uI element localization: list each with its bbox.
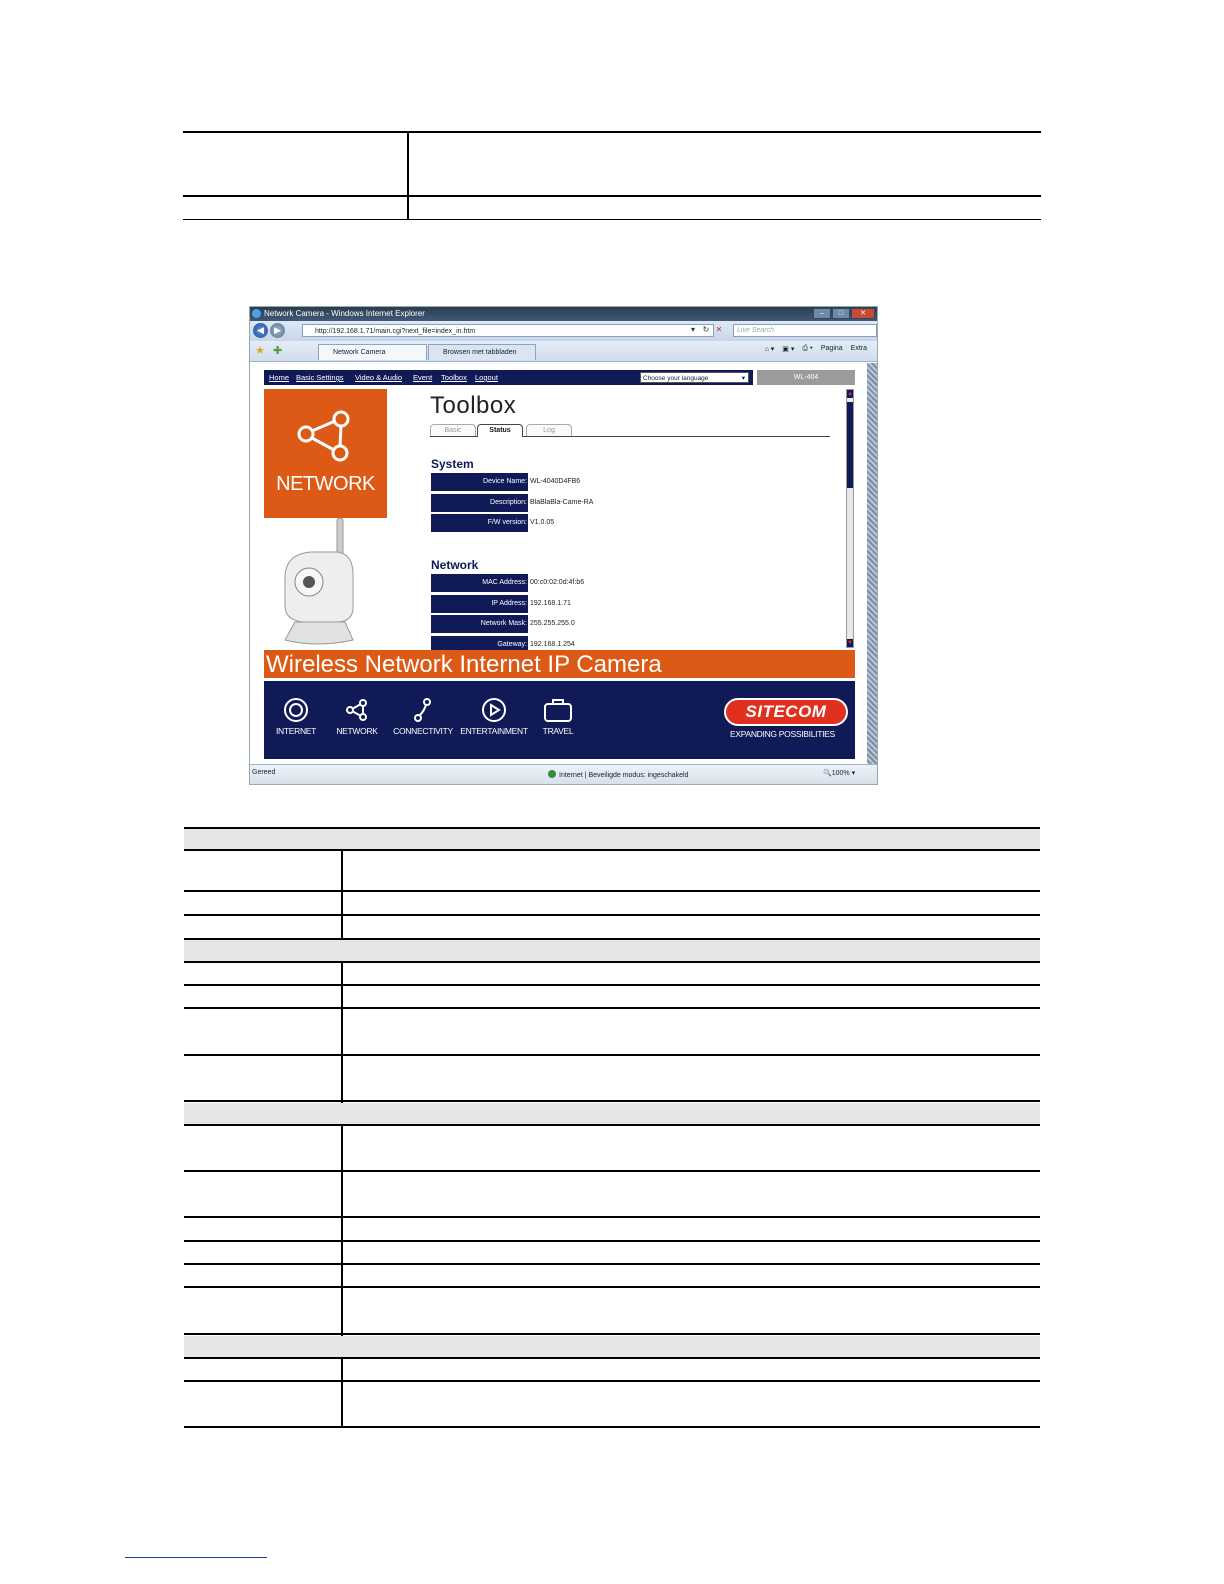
tab-log[interactable]: Log	[526, 424, 572, 436]
nav-video-audio[interactable]: Video & Audio	[355, 373, 402, 382]
print-icon[interactable]: ⎙ ▾	[802, 345, 813, 352]
tools-menu[interactable]: Extra	[850, 345, 867, 352]
status-bar	[250, 764, 877, 784]
nav-basic-settings[interactable]: Basic Settings	[296, 373, 344, 382]
field-value: 192.168.1.71	[530, 600, 571, 607]
zoom-control[interactable]: 🔍100% ▾	[823, 770, 856, 777]
system-heading: System	[431, 457, 474, 471]
play-icon	[481, 697, 507, 723]
row-rule	[184, 938, 1040, 940]
minimize-button[interactable]: –	[813, 308, 831, 319]
footer-item-travel[interactable]	[523, 697, 593, 736]
table-cell	[183, 133, 409, 195]
model-label: WL-404	[757, 370, 855, 385]
footer-label: TRAVEL	[542, 726, 574, 736]
subtab-bar	[430, 424, 830, 437]
product-banner: Wireless Network Internet IP Camera	[264, 650, 855, 678]
footer-label: INTERNET	[275, 726, 317, 736]
section-band	[184, 1336, 1040, 1358]
address-actions	[688, 324, 724, 336]
camera-nav	[264, 370, 753, 385]
nav-event[interactable]: Event	[413, 373, 433, 382]
field-label: F/W version:	[431, 514, 528, 532]
close-button[interactable]: ✕	[851, 308, 875, 319]
field-label: IP Address:	[431, 595, 528, 613]
footnote-rule	[125, 1557, 267, 1558]
command-bar	[765, 345, 867, 353]
field-label: Description:	[431, 494, 528, 512]
home-icon[interactable]: ⌂ ▾	[764, 346, 775, 353]
stop-icon[interactable]: ✕	[715, 325, 723, 334]
sitecom-logo: SITECOM	[724, 698, 848, 726]
refresh-icon[interactable]: ↻	[702, 325, 710, 334]
tab-browse-tabs[interactable]: Browsen met tabbladen	[428, 344, 536, 360]
zoom-icon: 🔍	[823, 770, 832, 777]
table-row	[183, 131, 1041, 195]
field-row	[431, 494, 671, 512]
favorites-star-icon[interactable]: ★	[255, 345, 265, 357]
table-cell	[409, 197, 1041, 219]
browser-screenshot	[249, 306, 878, 785]
row-rule	[184, 1357, 1040, 1359]
footer-item-connectivity[interactable]	[388, 697, 458, 736]
network-badge	[264, 389, 387, 518]
row-rule	[184, 1333, 1040, 1335]
section-band	[184, 828, 1040, 850]
footer-label: NETWORK	[336, 726, 378, 736]
suitcase-icon	[543, 697, 573, 723]
add-favorite-icon[interactable]: ✚	[273, 345, 283, 357]
field-label: Device Name:	[431, 473, 528, 491]
row-rule	[184, 890, 1040, 892]
row-rule	[184, 1170, 1040, 1172]
security-zone	[548, 769, 688, 779]
field-row	[431, 615, 671, 633]
page-title: Toolbox	[430, 392, 517, 419]
maximize-button[interactable]: □	[832, 308, 850, 319]
page-scrollbar[interactable]	[846, 389, 854, 648]
footer	[264, 681, 855, 759]
tab-bar	[250, 341, 877, 362]
search-input[interactable]: Live Search	[733, 324, 877, 337]
language-select[interactable]	[640, 372, 749, 383]
row-rule	[184, 849, 1040, 851]
tab-basic[interactable]: Basic	[430, 424, 476, 436]
section-band	[184, 1103, 1040, 1125]
row-rule	[184, 1216, 1040, 1218]
globe-icon	[548, 770, 556, 778]
nav-logout[interactable]: Logout	[475, 373, 498, 382]
internet-icon	[283, 697, 309, 723]
column-divider	[341, 1125, 343, 1336]
field-value: BlaBlaBla-Came-RA	[530, 499, 594, 506]
field-label: Network Mask:	[431, 615, 528, 633]
nav-toolbox[interactable]: Toolbox	[441, 373, 467, 382]
field-label: MAC Address:	[431, 574, 528, 592]
row-rule	[184, 1124, 1040, 1126]
ie-icon	[252, 309, 261, 318]
scroll-down-icon[interactable]: ▼	[847, 640, 853, 646]
field-row	[431, 595, 671, 613]
field-value: WL-4040D4FB6	[530, 478, 581, 485]
window-titlebar	[250, 307, 877, 321]
row-rule	[184, 1240, 1040, 1242]
field-row	[431, 473, 671, 491]
field-row	[431, 514, 671, 532]
scroll-thumb[interactable]	[847, 402, 853, 488]
url-field[interactable]: http://192.168.1.71/main.cgi?next_file=index_in.htm	[302, 324, 714, 337]
column-divider	[341, 1358, 343, 1428]
brand-tagline: EXPANDING POSSIBILITIES	[730, 729, 835, 739]
footer-item-internet[interactable]	[261, 697, 331, 736]
browser-scrollbar[interactable]	[867, 363, 877, 767]
network-badge-label: NETWORK	[276, 473, 375, 495]
field-value: 192.168.1.254	[530, 641, 575, 648]
nav-home[interactable]: Home	[269, 373, 290, 382]
row-rule	[184, 1100, 1040, 1102]
tab-status[interactable]: Status	[477, 424, 523, 437]
window-title: Network Camera - Windows Internet Explorer	[264, 309, 425, 318]
security-zone-text: Internet | Beveiligde modus: ingeschakeld	[559, 772, 689, 779]
address-bar	[250, 321, 877, 341]
scroll-up-icon[interactable]: ▲	[847, 391, 853, 397]
chevron-down-icon: ▾	[741, 375, 745, 382]
network-icon	[344, 697, 370, 723]
camera-image	[277, 518, 362, 648]
footer-label: ENTERTAINMENT	[460, 726, 528, 736]
table-row	[183, 195, 1041, 220]
top-table	[183, 131, 1041, 220]
zoom-level: 100%	[831, 770, 850, 777]
bottom-table	[184, 827, 1040, 1428]
row-rule	[184, 1380, 1040, 1382]
dropdown-icon[interactable]: ▾	[690, 325, 695, 334]
window-controls	[813, 308, 875, 319]
row-rule	[184, 1263, 1040, 1265]
row-rule	[184, 827, 1040, 829]
connectivity-icon	[410, 697, 436, 723]
column-divider	[341, 850, 343, 940]
row-rule	[184, 914, 1040, 916]
page-viewport	[250, 363, 868, 767]
table-cell	[409, 133, 1041, 195]
forward-button[interactable]: ▶	[270, 323, 285, 338]
row-rule	[184, 961, 1040, 963]
feeds-icon[interactable]: ▣ ▾	[782, 346, 795, 353]
field-value: 00:c0:02:0d:4f:b6	[530, 579, 585, 586]
footer-item-network[interactable]	[322, 697, 392, 736]
row-rule	[184, 1286, 1040, 1288]
row-rule	[184, 1007, 1040, 1009]
field-value: 255.255.255.0	[530, 620, 575, 627]
tab-network-camera[interactable]: Network Camera	[318, 344, 427, 360]
footer-item-entertainment[interactable]	[459, 697, 529, 736]
back-button[interactable]: ◀	[253, 323, 268, 338]
row-rule	[184, 1426, 1040, 1428]
row-rule	[184, 1054, 1040, 1056]
field-label: Gateway:	[431, 636, 528, 654]
page-menu[interactable]: Pagina	[820, 345, 843, 352]
network-heading: Network	[431, 558, 479, 572]
row-rule	[184, 984, 1040, 986]
section-band	[184, 940, 1040, 962]
field-value: V1.0.05	[530, 519, 555, 526]
network-icon	[264, 389, 387, 469]
field-row	[431, 574, 671, 592]
footer-label: CONNECTIVITY	[393, 726, 453, 736]
language-select-value: Choose your language	[643, 375, 709, 382]
status-text: Gereed	[252, 769, 276, 776]
table-cell	[183, 197, 409, 219]
